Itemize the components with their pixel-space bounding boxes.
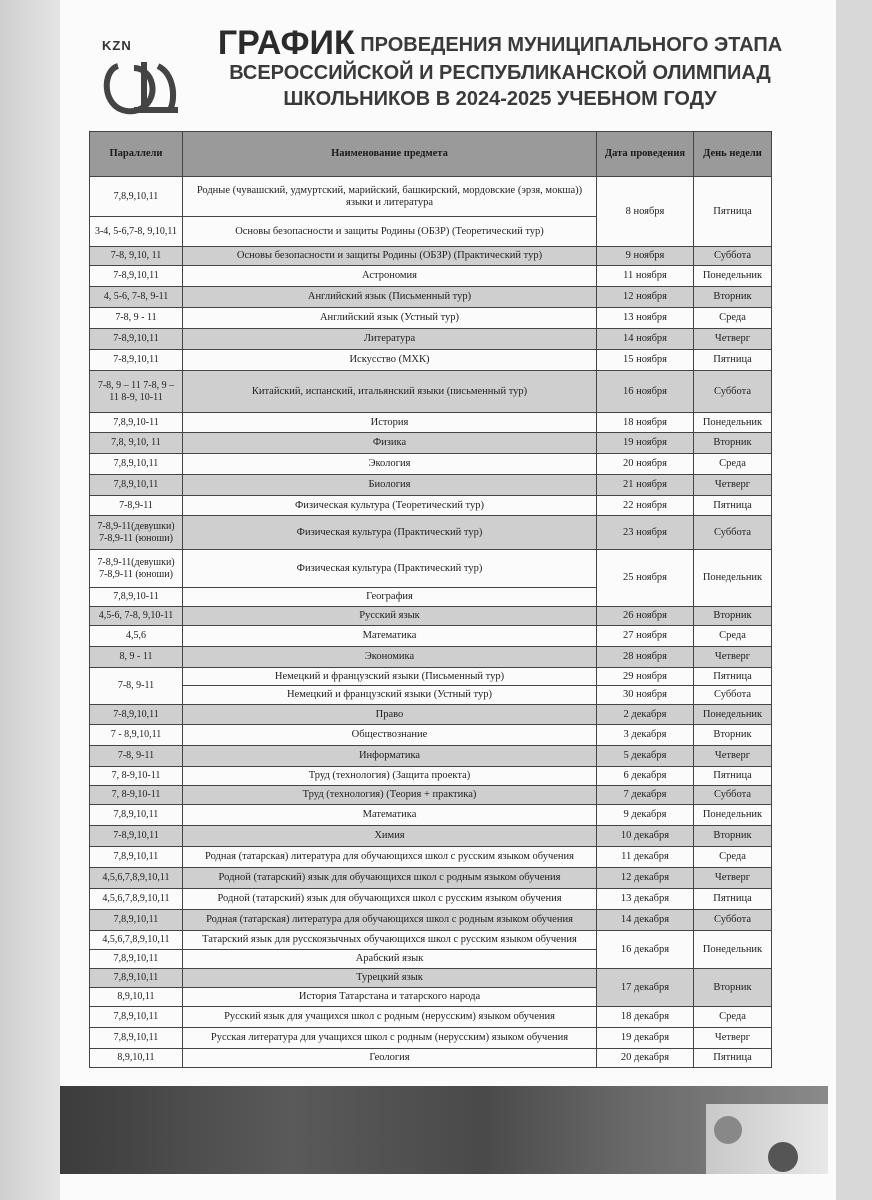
table-row	[90, 350, 772, 371]
grades-cell: 4,5,6,7,8,9,10,11	[90, 889, 183, 910]
grades-cell: 7-8, 9-11	[90, 668, 183, 705]
day-cell: Понедельник	[694, 805, 772, 826]
subject-cell: Татарский язык для русскоязычных обучающихся школ с русским языком обучения	[183, 931, 597, 950]
day-cell: Четверг	[694, 475, 772, 496]
subject-cell: Русская литература для учащихся школ с родным (нерусским) языком обучения	[183, 1028, 597, 1049]
header-subject: Наименование предмета	[183, 132, 597, 177]
date-cell: 12 декабря	[597, 868, 694, 889]
title-line1: ПРОВЕДЕНИЯ МУНИЦИПАЛЬНОГО ЭТАПА	[354, 34, 783, 56]
day-cell: Среда	[694, 847, 772, 868]
day-cell: Вторник	[694, 826, 772, 847]
table-row	[90, 746, 772, 767]
date-cell: 11 ноября	[597, 266, 694, 287]
day-cell: Понедельник	[694, 266, 772, 287]
table-row	[90, 725, 772, 746]
date-cell: 2 декабря	[597, 705, 694, 725]
subject-cell: Биология	[183, 475, 597, 496]
table-row	[90, 826, 772, 847]
subject-cell: Немецкий и французский языки (Письменный тур)	[183, 668, 597, 686]
subject-cell: Литература	[183, 329, 597, 350]
subject-cell: Физическая культура (Теоретический тур)	[183, 496, 597, 516]
subject-cell: Экология	[183, 454, 597, 475]
grades-cell: 8, 9 - 11	[90, 647, 183, 668]
grades-cell: 7-8, 9 - 11	[90, 308, 183, 329]
grades-cell: 7-8, 9-11	[90, 746, 183, 767]
date-cell: 27 ноября	[597, 626, 694, 647]
date-cell: 29 ноября	[597, 668, 694, 686]
table-row	[90, 475, 772, 496]
date-cell: 15 ноября	[597, 350, 694, 371]
date-cell: 11 декабря	[597, 847, 694, 868]
schedule-table	[89, 131, 772, 1068]
grades-cell: 7,8,9,10-11	[90, 588, 183, 607]
table-row	[90, 413, 772, 433]
subject-cell: Математика	[183, 626, 597, 647]
day-cell: Понедельник	[694, 550, 772, 607]
day-cell: Вторник	[694, 969, 772, 1007]
table-row	[90, 805, 772, 826]
grades-cell: 7-8, 9,10, 11	[90, 247, 183, 266]
subject-cell: Родной (татарский) язык для обучающихся школ с родным языком обучения	[183, 868, 597, 889]
table-row	[90, 266, 772, 287]
subject-cell: Родные (чувашский, удмуртский, марийский, башкирский, мордовские (эрзя, мокша)) языки и литература	[183, 177, 597, 217]
table-row	[90, 516, 772, 550]
date-cell: 14 ноября	[597, 329, 694, 350]
subject-cell: Английский язык (Письменный тур)	[183, 287, 597, 308]
subject-cell: География	[183, 588, 597, 607]
grades-cell: 7,8,9,10,11	[90, 1007, 183, 1028]
subject-cell: Геология	[183, 1049, 597, 1068]
subject-cell: Физическая культура (Практический тур)	[183, 516, 597, 550]
subject-cell: Физика	[183, 433, 597, 454]
day-cell: Пятница	[694, 1049, 772, 1068]
grades-cell: 7-8,9,10,11	[90, 705, 183, 725]
date-cell: 21 ноября	[597, 475, 694, 496]
date-cell: 3 декабря	[597, 725, 694, 746]
grades-cell: 3-4, 5-6,7-8, 9,10,11	[90, 217, 183, 247]
day-cell: Понедельник	[694, 413, 772, 433]
subject-cell: Искусство (МХК)	[183, 350, 597, 371]
day-cell: Четверг	[694, 746, 772, 767]
table-row	[90, 329, 772, 350]
title-line3: ШКОЛЬНИКОВ В 2024-2025 УЧЕБНОМ ГОДУ	[283, 88, 717, 110]
date-cell: 30 ноября	[597, 686, 694, 705]
day-cell: Среда	[694, 626, 772, 647]
date-cell: 5 декабря	[597, 746, 694, 767]
date-cell: 16 ноября	[597, 371, 694, 413]
day-cell: Суббота	[694, 910, 772, 931]
day-cell: Понедельник	[694, 705, 772, 725]
day-cell: Пятница	[694, 767, 772, 786]
header-date: Дата проведения	[597, 132, 694, 177]
day-cell: Суббота	[694, 371, 772, 413]
grades-cell: 7-8,9,10,11	[90, 826, 183, 847]
table-row	[90, 1007, 772, 1028]
header-grades: Параллели	[90, 132, 183, 177]
olympiad-logo	[96, 38, 182, 120]
subject-cell: Китайский, испанский, итальянский языки (письменный тур)	[183, 371, 597, 413]
grades-cell: 7-8,9,10,11	[90, 329, 183, 350]
grades-cell: 7-8,9,10,11	[90, 266, 183, 287]
grades-cell: 7,8,9,10,11	[90, 454, 183, 475]
date-cell: 19 ноября	[597, 433, 694, 454]
subject-cell: Арабский язык	[183, 950, 597, 969]
grades-cell: 7,8,9,10,11	[90, 177, 183, 217]
table-row	[90, 371, 772, 413]
day-cell: Четверг	[694, 329, 772, 350]
subject-cell: Родной (татарский) язык для обучающихся школ с русским языком обучения	[183, 889, 597, 910]
subject-cell: Турецкий язык	[183, 969, 597, 988]
table-row	[90, 889, 772, 910]
day-cell: Пятница	[694, 889, 772, 910]
grades-cell: 7,8,9,10,11	[90, 847, 183, 868]
date-cell: 20 ноября	[597, 454, 694, 475]
table-row	[90, 626, 772, 647]
date-cell: 6 декабря	[597, 767, 694, 786]
logo-mark-icon	[96, 38, 182, 120]
day-cell: Суббота	[694, 516, 772, 550]
date-cell: 28 ноября	[597, 647, 694, 668]
day-cell: Пятница	[694, 668, 772, 686]
table-row	[90, 308, 772, 329]
subject-cell: Право	[183, 705, 597, 725]
date-cell: 17 декабря	[597, 969, 694, 1007]
day-cell: Вторник	[694, 287, 772, 308]
subject-cell: Астрономия	[183, 266, 597, 287]
subject-cell: Труд (технология) (Защита проекта)	[183, 767, 597, 786]
logo-text: KZN	[102, 38, 132, 53]
date-cell: 8 ноября	[597, 177, 694, 247]
date-cell: 20 декабря	[597, 1049, 694, 1068]
date-cell: 9 декабря	[597, 805, 694, 826]
grades-cell: 4,5,6	[90, 626, 183, 647]
grades-cell: 7-8,9-11(девушки) 7-8,9-11 (юноши)	[90, 550, 183, 588]
day-cell: Пятница	[694, 496, 772, 516]
day-cell: Пятница	[694, 177, 772, 247]
day-cell: Среда	[694, 1007, 772, 1028]
grades-cell: 4,5-6, 7-8, 9,10-11	[90, 607, 183, 626]
grades-cell: 7,8, 9,10, 11	[90, 433, 183, 454]
table-row	[90, 607, 772, 626]
grades-cell: 7-8,9,10,11	[90, 350, 183, 371]
day-cell: Пятница	[694, 350, 772, 371]
subject-cell: Русский язык для учащихся школ с родным (нерусским) языком обучения	[183, 1007, 597, 1028]
grades-cell: 7, 8-9,10-11	[90, 786, 183, 805]
footer-circle-icon	[768, 1142, 798, 1172]
grades-cell: 7,8,9,10,11	[90, 475, 183, 496]
day-cell: Четверг	[694, 1028, 772, 1049]
subject-cell: Английский язык (Устный тур)	[183, 308, 597, 329]
date-cell: 18 декабря	[597, 1007, 694, 1028]
table-row	[90, 1028, 772, 1049]
date-cell: 10 декабря	[597, 826, 694, 847]
document-title	[190, 24, 810, 112]
table-row	[90, 647, 772, 668]
header-row	[90, 132, 772, 177]
day-cell: Вторник	[694, 433, 772, 454]
grades-cell: 8,9,10,11	[90, 988, 183, 1007]
subject-cell: Экономика	[183, 647, 597, 668]
date-cell: 9 ноября	[597, 247, 694, 266]
table-row	[90, 287, 772, 308]
table-row	[90, 705, 772, 725]
table-row	[90, 1049, 772, 1068]
day-cell: Четверг	[694, 647, 772, 668]
subject-cell: История	[183, 413, 597, 433]
grades-cell: 7,8,9,10,11	[90, 969, 183, 988]
table-row	[90, 686, 772, 705]
table-row	[90, 247, 772, 266]
scan-edge	[0, 0, 60, 1200]
footer-band	[60, 1086, 828, 1174]
day-cell: Суббота	[694, 686, 772, 705]
header-day: День недели	[694, 132, 772, 177]
subject-cell: Основы безопасности и защиты Родины (ОБЗР) (Теоретический тур)	[183, 217, 597, 247]
table-row	[90, 454, 772, 475]
date-cell: 7 декабря	[597, 786, 694, 805]
grades-cell: 7,8,9,10,11	[90, 1028, 183, 1049]
table-row	[90, 177, 772, 217]
title-big-word: ГРАФИК	[217, 24, 355, 62]
date-cell: 12 ноября	[597, 287, 694, 308]
date-cell: 22 ноября	[597, 496, 694, 516]
day-cell: Суббота	[694, 247, 772, 266]
subject-cell: Родная (татарская) литература для обучающихся школ с родным языком обучения	[183, 910, 597, 931]
date-cell: 16 декабря	[597, 931, 694, 969]
date-cell: 14 декабря	[597, 910, 694, 931]
table-row	[90, 969, 772, 988]
subject-cell: История Татарстана и татарского народа	[183, 988, 597, 1007]
table-row	[90, 847, 772, 868]
subject-cell: Физическая культура (Практический тур)	[183, 550, 597, 588]
day-cell: Понедельник	[694, 931, 772, 969]
table-row	[90, 433, 772, 454]
table-row	[90, 767, 772, 786]
subject-cell: Обществознание	[183, 725, 597, 746]
table-row	[90, 868, 772, 889]
day-cell: Вторник	[694, 607, 772, 626]
subject-cell: Русский язык	[183, 607, 597, 626]
grades-cell: 7, 8-9,10-11	[90, 767, 183, 786]
footer-circle-icon	[714, 1116, 742, 1144]
day-cell: Среда	[694, 454, 772, 475]
grades-cell: 4,5,6,7,8,9,10,11	[90, 868, 183, 889]
table-row	[90, 496, 772, 516]
grades-cell: 7-8,9-11	[90, 496, 183, 516]
subject-cell: Немецкий и французский языки (Устный тур)	[183, 686, 597, 705]
subject-cell: Информатика	[183, 746, 597, 767]
table-row	[90, 550, 772, 588]
day-cell: Четверг	[694, 868, 772, 889]
grades-cell: 7,8,9,10-11	[90, 413, 183, 433]
grades-cell: 7 - 8,9,10,11	[90, 725, 183, 746]
grades-cell: 7-8, 9 – 11 7-8, 9 – 11 8-9, 10-11	[90, 371, 183, 413]
subject-cell: Основы безопасности и защиты Родины (ОБЗР) (Практический тур)	[183, 247, 597, 266]
grades-cell: 7,8,9,10,11	[90, 805, 183, 826]
grades-cell: 4,5,6,7,8,9,10,11	[90, 931, 183, 950]
table-row	[90, 910, 772, 931]
title-line2: ВСЕРОССИЙСКОЙ И РЕСПУБЛИКАНСКОЙ ОЛИМПИАД	[229, 62, 771, 84]
date-cell: 13 декабря	[597, 889, 694, 910]
subject-cell: Математика	[183, 805, 597, 826]
grades-cell: 7,8,9,10,11	[90, 950, 183, 969]
grades-cell: 4, 5-6, 7-8, 9-11	[90, 287, 183, 308]
date-cell: 18 ноября	[597, 413, 694, 433]
grades-cell: 7-8,9-11(девушки) 7-8,9-11 (юноши)	[90, 516, 183, 550]
date-cell: 26 ноября	[597, 607, 694, 626]
table-row	[90, 931, 772, 950]
day-cell: Среда	[694, 308, 772, 329]
date-cell: 13 ноября	[597, 308, 694, 329]
subject-cell: Труд (технология) (Теория + практика)	[183, 786, 597, 805]
date-cell: 19 декабря	[597, 1028, 694, 1049]
subject-cell: Родная (татарская) литература для обучающихся школ с русским языком обучения	[183, 847, 597, 868]
table-row	[90, 668, 772, 686]
table-row	[90, 786, 772, 805]
date-cell: 23 ноября	[597, 516, 694, 550]
subject-cell: Химия	[183, 826, 597, 847]
day-cell: Вторник	[694, 725, 772, 746]
date-cell: 25 ноября	[597, 550, 694, 607]
grades-cell: 7,8,9,10,11	[90, 910, 183, 931]
grades-cell: 8,9,10,11	[90, 1049, 183, 1068]
day-cell: Суббота	[694, 786, 772, 805]
